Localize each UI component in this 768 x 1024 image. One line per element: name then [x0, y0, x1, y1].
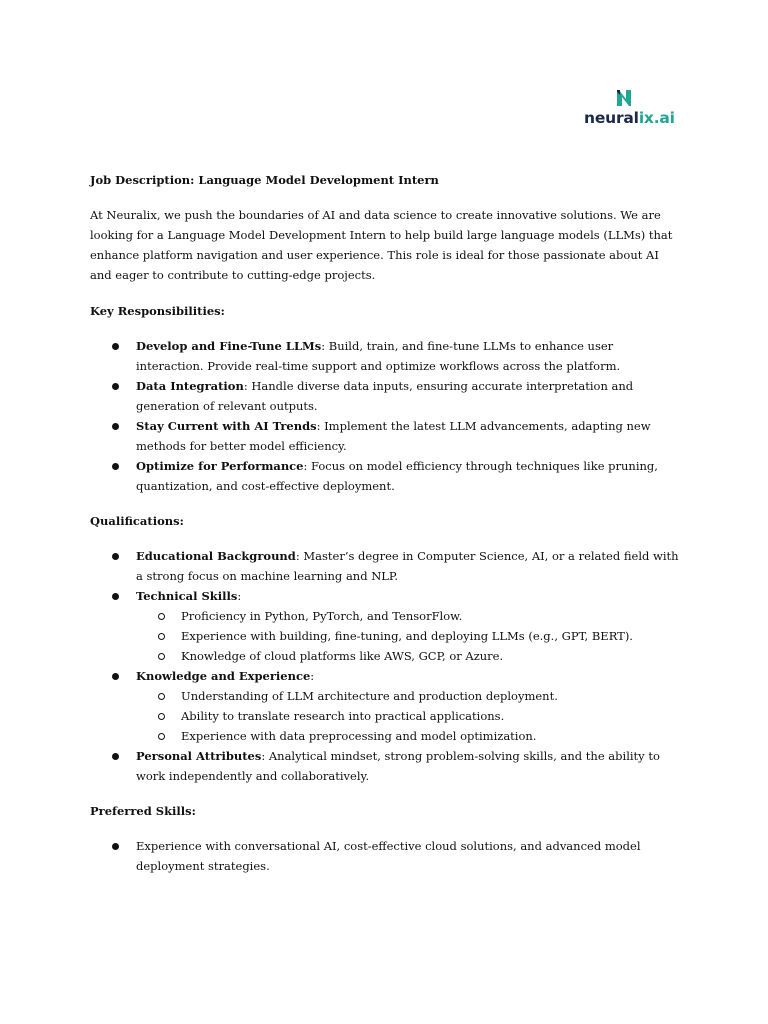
item-text: :	[310, 669, 315, 683]
sub-list	[136, 606, 680, 666]
item-label: Educational Background	[136, 549, 296, 563]
bullet-icon	[112, 593, 119, 600]
responsibilities-heading: Key Responsibilities:	[90, 304, 225, 318]
item-label: Data Integration	[136, 379, 244, 393]
sub-item-text: Proficiency in Python, PyTorch, and TensorFlow.	[181, 609, 463, 623]
sub-list-item	[136, 646, 680, 666]
company-logo	[584, 88, 674, 130]
list-item	[90, 836, 680, 876]
list-item	[90, 376, 680, 416]
list-item	[90, 456, 680, 496]
preferred-skills-heading: Preferred Skills:	[90, 804, 196, 818]
sub-item-text: Ability to translate research into practical applications.	[181, 709, 505, 723]
preferred-skills-list	[90, 836, 680, 876]
document-title: Job Description: Language Model Development Intern	[90, 173, 439, 187]
bullet-icon	[112, 423, 119, 430]
sub-item-text: Knowledge of cloud platforms like AWS, GCP, or Azure.	[181, 649, 504, 663]
sub-list-item	[136, 726, 680, 746]
item-text: :	[237, 589, 242, 603]
hollow-bullet-icon	[158, 653, 165, 660]
item-text: : Implement the latest LLM advancements, adapting new methods for better model efficiency.	[136, 419, 651, 453]
item-text: Experience with conversational AI, cost-effective cloud solutions, and advanced model deployment strategies.	[136, 839, 641, 873]
sub-list-item	[136, 706, 680, 726]
hollow-bullet-icon	[158, 713, 165, 720]
item-label: Stay Current with AI Trends	[136, 419, 317, 433]
item-text: : Master’s degree in Computer Science, AI, or a related field with a strong focus on machine learning and NLP.	[136, 549, 679, 583]
sub-item-text: Understanding of LLM architecture and production deployment.	[181, 689, 558, 703]
qualifications-list	[90, 546, 680, 786]
sub-list-item	[136, 606, 680, 626]
sub-list-item	[136, 626, 680, 646]
logo-text-teal: ix.ai	[638, 109, 675, 127]
intro-paragraph: At Neuralix, we push the boundaries of AI and data science to create innovative solutions. We are looking for a Language Model Development Intern to help build large language models (LLMs) that enhance platform navigation and user experience. This role is ideal for those passionate about AI and eager to contribute to cutting-edge projects.	[90, 208, 673, 282]
item-label: Develop and Fine-Tune LLMs	[136, 339, 322, 353]
hollow-bullet-icon	[158, 733, 165, 740]
item-label: Knowledge and Experience	[136, 669, 311, 683]
list-item	[90, 746, 680, 786]
hollow-bullet-icon	[158, 693, 165, 700]
item-label: Technical Skills	[136, 589, 238, 603]
list-item	[90, 666, 680, 746]
sub-list-item	[136, 686, 680, 706]
item-label: Personal Attributes	[136, 749, 262, 763]
list-item	[90, 546, 680, 586]
item-label: Optimize for Performance	[136, 459, 304, 473]
bullet-icon	[112, 553, 119, 560]
hollow-bullet-icon	[158, 633, 165, 640]
list-item	[90, 416, 680, 456]
logo-wordmark	[584, 108, 674, 128]
sub-list	[136, 686, 680, 746]
bullet-icon	[112, 843, 119, 850]
document-body	[90, 170, 680, 891]
list-item	[90, 336, 680, 376]
hollow-bullet-icon	[158, 613, 165, 620]
sub-item-text: Experience with building, fine-tuning, and deploying LLMs (e.g., GPT, BERT).	[181, 629, 633, 643]
bullet-icon	[112, 673, 119, 680]
qualifications-heading: Qualifications:	[90, 514, 184, 528]
bullet-icon	[112, 383, 119, 390]
list-item	[90, 586, 680, 666]
bullet-icon	[112, 343, 119, 350]
bullet-icon	[112, 753, 119, 760]
sub-item-text: Experience with data preprocessing and model optimization.	[181, 729, 537, 743]
responsibilities-list	[90, 336, 680, 496]
item-text: : Focus on model efficiency through techniques like pruning, quantization, and cost-effective deployment.	[136, 459, 658, 493]
bullet-icon	[112, 463, 119, 470]
item-text: : Handle diverse data inputs, ensuring accurate interpretation and generation of relevant outputs.	[136, 379, 634, 413]
neuralix-n-icon	[614, 88, 634, 108]
item-text: : Build, train, and fine-tune LLMs to enhance user interaction. Provide real-time support and optimize workflows across the platform.	[136, 339, 621, 373]
item-text: : Analytical mindset, strong problem-solving skills, and the ability to work independently and collaboratively.	[136, 749, 660, 783]
logo-text-dark: neural	[584, 109, 639, 127]
